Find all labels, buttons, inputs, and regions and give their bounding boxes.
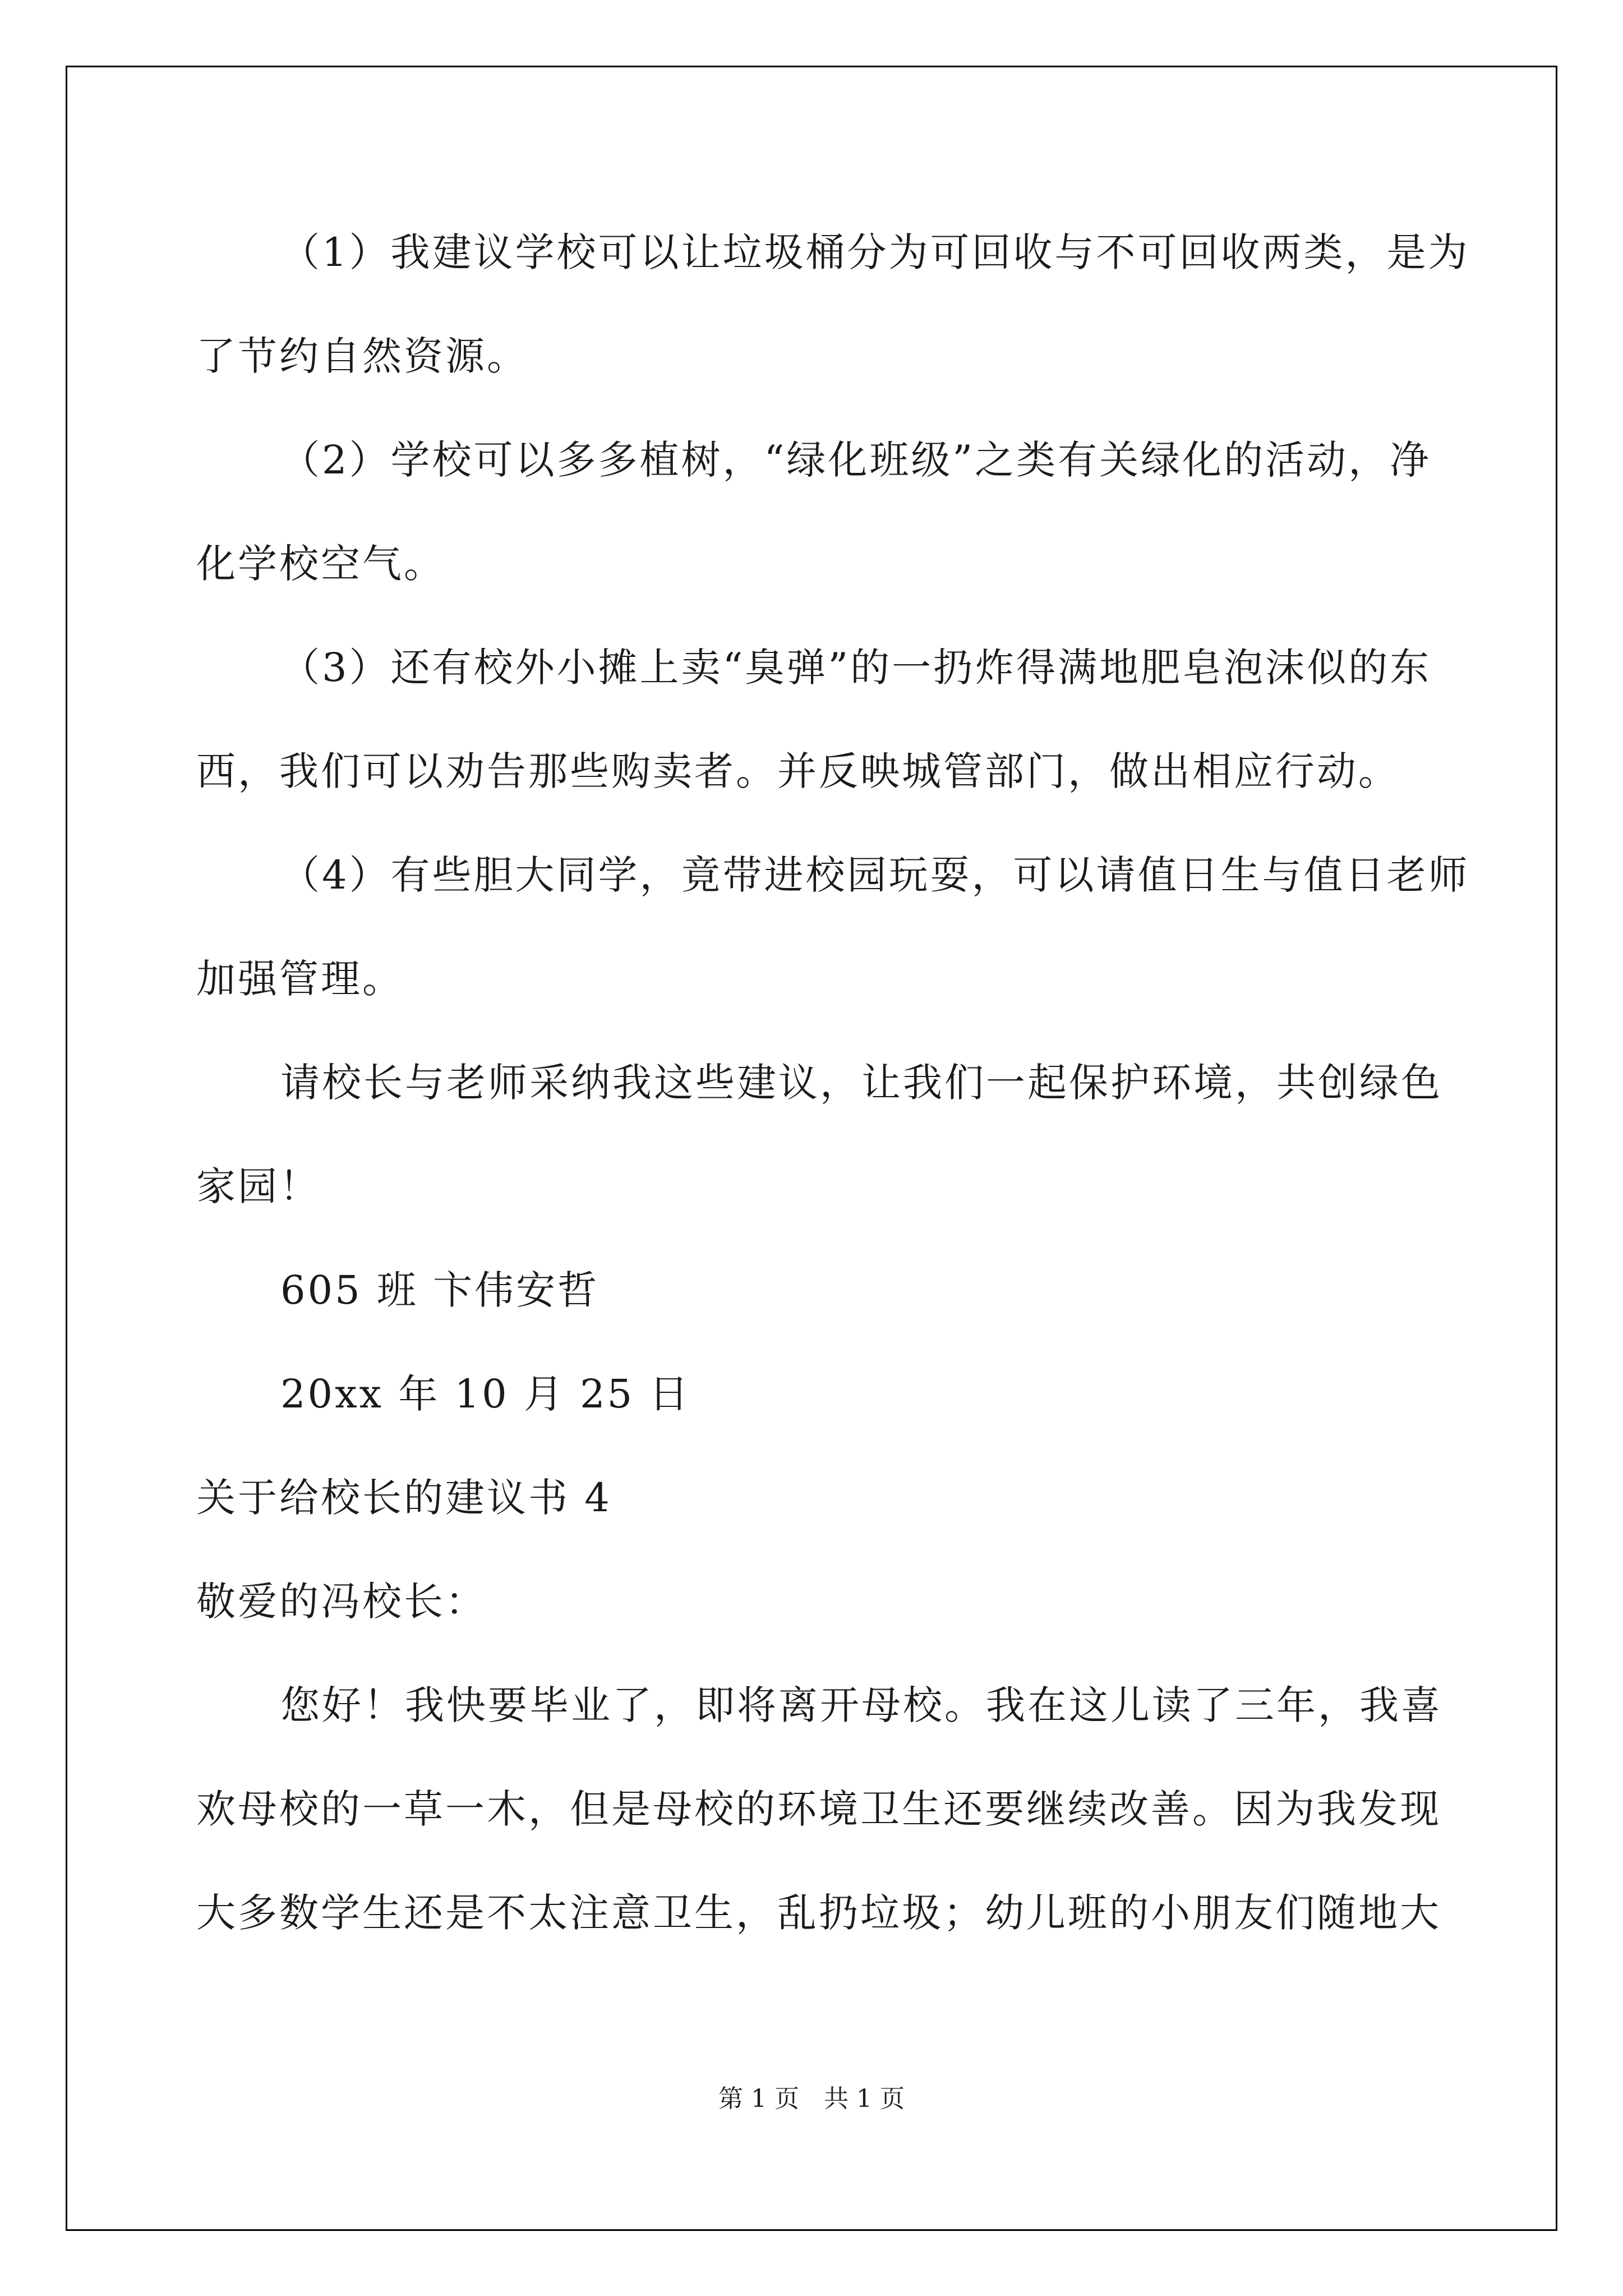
paragraph-line: 加强管理。 xyxy=(196,956,404,1002)
paragraph-line: 了节约自然资源。 xyxy=(196,333,528,379)
paragraph-line: 大多数学生还是不太注意卫生，乱扔垃圾；幼儿班的小朋友们随地大 xyxy=(196,1890,1441,1936)
page-footer: 第 1 页 共 1 页 xyxy=(718,2085,905,2113)
paragraph-line: 欢母校的一草一木，但是母校的环境卫生还要继续改善。因为我发现 xyxy=(196,1786,1441,1832)
paragraph-line: 西，我们可以劝告那些购卖者。并反映城管部门，做出相应行动。 xyxy=(196,748,1400,794)
signature-line: 605 班 卞伟安哲 xyxy=(280,1267,600,1313)
paragraph-line: （3）还有校外小摊上卖“臭弹”的一扔炸得满地肥皂泡沫似的东 xyxy=(280,645,1432,691)
date-line: 20xx 年 10 月 25 日 xyxy=(280,1371,691,1417)
salutation: 敬爱的冯校长： xyxy=(196,1579,487,1625)
section-heading: 关于给校长的建议书 4 xyxy=(196,1475,612,1521)
paragraph-line: 您好！我快要毕业了，即将离开母校。我在这儿读了三年，我喜 xyxy=(280,1682,1442,1728)
paragraph-line: 请校长与老师采纳我这些建议，让我们一起保护环境，共创绿色 xyxy=(280,1060,1442,1106)
paragraph-line: （4）有些胆大同学，竟带进校园玩耍，可以请值日生与值日老师 xyxy=(280,852,1470,898)
paragraph-line: （2）学校可以多多植树，“绿化班级”之类有关绿化的活动，净 xyxy=(280,437,1432,483)
paragraph-line: （1）我建议学校可以让垃圾桶分为可回收与不可回收两类，是为 xyxy=(280,229,1470,275)
paragraph-line: 家园！ xyxy=(196,1163,321,1209)
paragraph-line: 化学校空气。 xyxy=(196,541,445,587)
